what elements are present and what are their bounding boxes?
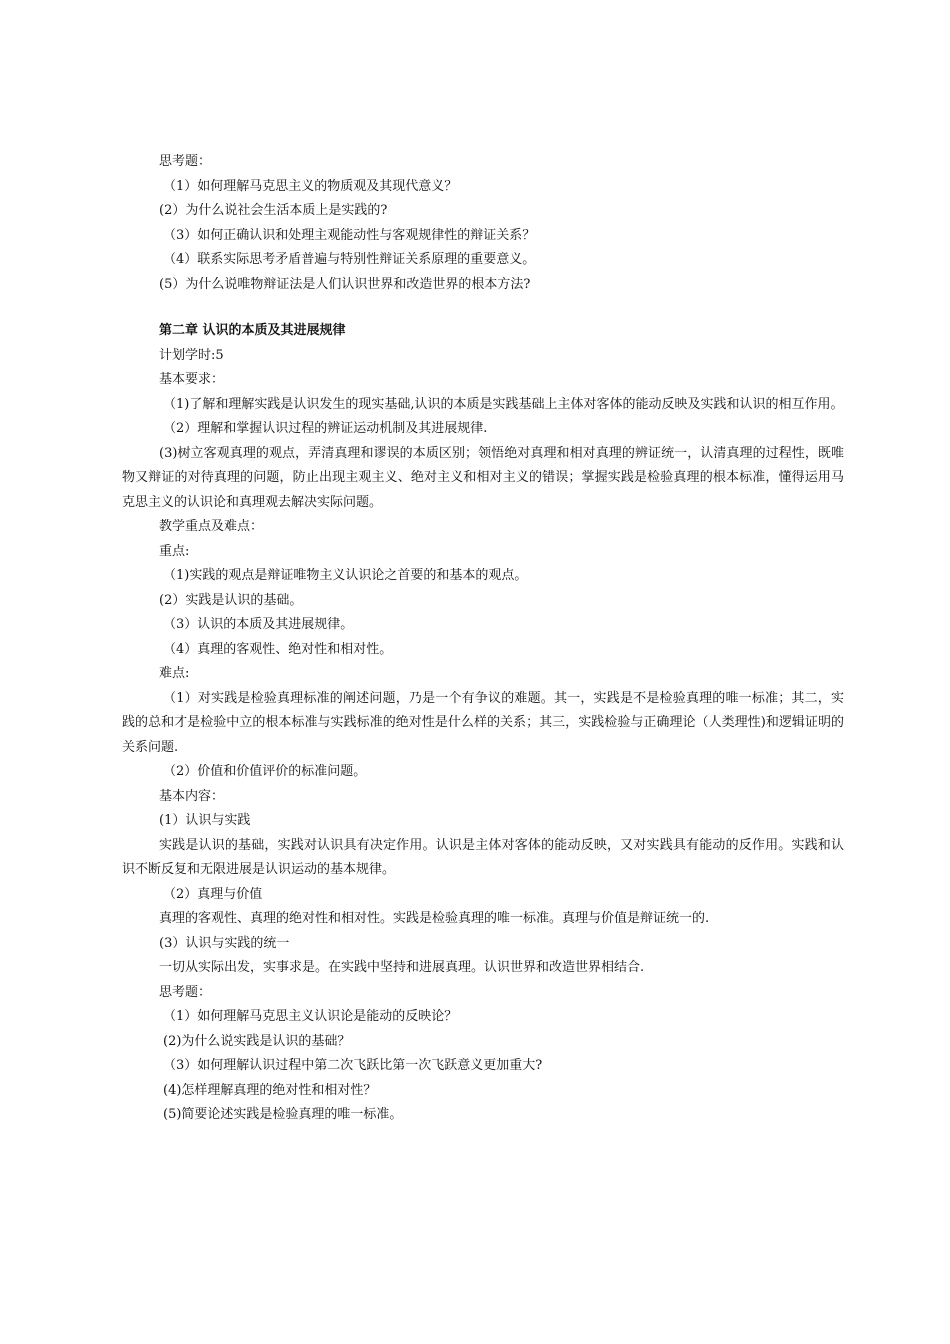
requirement-paragraph: (3)树立客观真理的观点，弄清真理和谬误的本质区别；领悟绝对真理和相对真理的辨证统一，认清真理的过程性，既唯物又辩证的对待真理的问题，防止出现主观主义、绝对主义和相对主义的错误；掌握实践是检验真理的根本标准，懂得运用马克思主义的认识论和真理观去解决实际问题。 — [122, 445, 844, 510]
question-item: (5)简要论述实践是检验真理的唯一标准。 — [163, 1107, 403, 1122]
focus-item: （4）真理的客观性、绝对性和相对性。 — [163, 641, 393, 657]
content-subtitle: （2）真理与价值 — [163, 886, 263, 902]
content-paragraph: 一切从实际出发，实事求是。在实践中坚持和进展真理。认识世界和改造世界相结合. — [159, 960, 645, 975]
requirement-paragraph: （2）理解和掌握认识过程的辨证运动机制及其进展规律. — [163, 421, 488, 436]
focus-item: (2）实践是认识的基础。 — [159, 592, 303, 608]
key-points-label: 教学重点及难点： — [159, 519, 264, 534]
planned-hours: 计划学时:5 — [159, 347, 224, 363]
basic-content-label: 基本内容： — [159, 788, 225, 804]
focus-label: 重点: — [159, 543, 190, 559]
basic-requirements-label: 基本要求： — [159, 372, 225, 387]
focus-item: （1)实践的观点是辩证唯物主义认识论之首要的和基本的观点。 — [163, 568, 528, 583]
questions-label: 思考题： — [159, 984, 212, 1000]
question-item: (4)怎样理解真理的绝对性和相对性？ — [163, 1082, 377, 1098]
focus-item: （3）认识的本质及其进展规律。 — [163, 617, 354, 632]
section1-item: (2）为什么说社会生活本质上是实践的? — [159, 203, 388, 218]
content-paragraph: 真理的客观性、真理的绝对性和相对性。实践是检验真理的唯一标准。真理与价值是辩证统一的. — [159, 911, 710, 926]
section1-item: （1）如何理解马克思主义的物质观及其现代意义？ — [163, 178, 458, 194]
difficulty-paragraph: （1）对实践是检验真理标准的阐述问题，乃是一个有争议的难题。其一，实践是不是检验真理的唯一标准；其二，实践的总和才是检验中立的根本标准与实践标准的绝对性是什么样的关系；其三，实践检验与正确理论（人类理性)和逻辑证明的关系问题. — [122, 690, 844, 755]
question-item: (2)为什么说实践是认识的基础？ — [163, 1033, 351, 1049]
section1-heading: 思考题： — [159, 154, 212, 169]
section1-item: （3）如何正确认识和处理主观能动性与客观规律性的辩证关系？ — [163, 227, 536, 243]
content-subtitle: (3）认识与实践的统一 — [159, 935, 290, 951]
content-paragraph: 实践是认识的基础，实践对认识具有决定作用。认识是主体对客体的能动反映，又对实践具有能动的反作用。实践和认识不断反复和无限进展是认识运动的基本规律。 — [122, 837, 844, 877]
section1-item: （4）联系实际思考矛盾普遍与特别性辩证关系原理的重要意义。 — [163, 252, 536, 267]
question-item: （3）如何理解认识过程中第二次飞跃比第一次飞跃意义更加重大? — [163, 1058, 543, 1073]
section1-item: (5）为什么说唯物辩证法是人们认识世界和改造世界的根本方法? — [159, 276, 531, 292]
chapter-title: 第二章 认识的本质及其进展规律 — [159, 323, 346, 338]
requirement-paragraph: （1)了解和理解实践是认识发生的现实基础,认识的本质是实践基础上主体对客体的能动反映及实践和认识的相互作用。 — [163, 396, 844, 412]
difficulty-label: 难点: — [159, 666, 190, 681]
question-item: （1）如何理解马克思主义认识论是能动的反映论？ — [163, 1009, 458, 1024]
document-body — [122, 150, 844, 1128]
content-subtitle: (1）认识与实践 — [159, 813, 251, 828]
difficulty-paragraph: （2）价值和价值评价的标准问题。 — [163, 764, 367, 779]
